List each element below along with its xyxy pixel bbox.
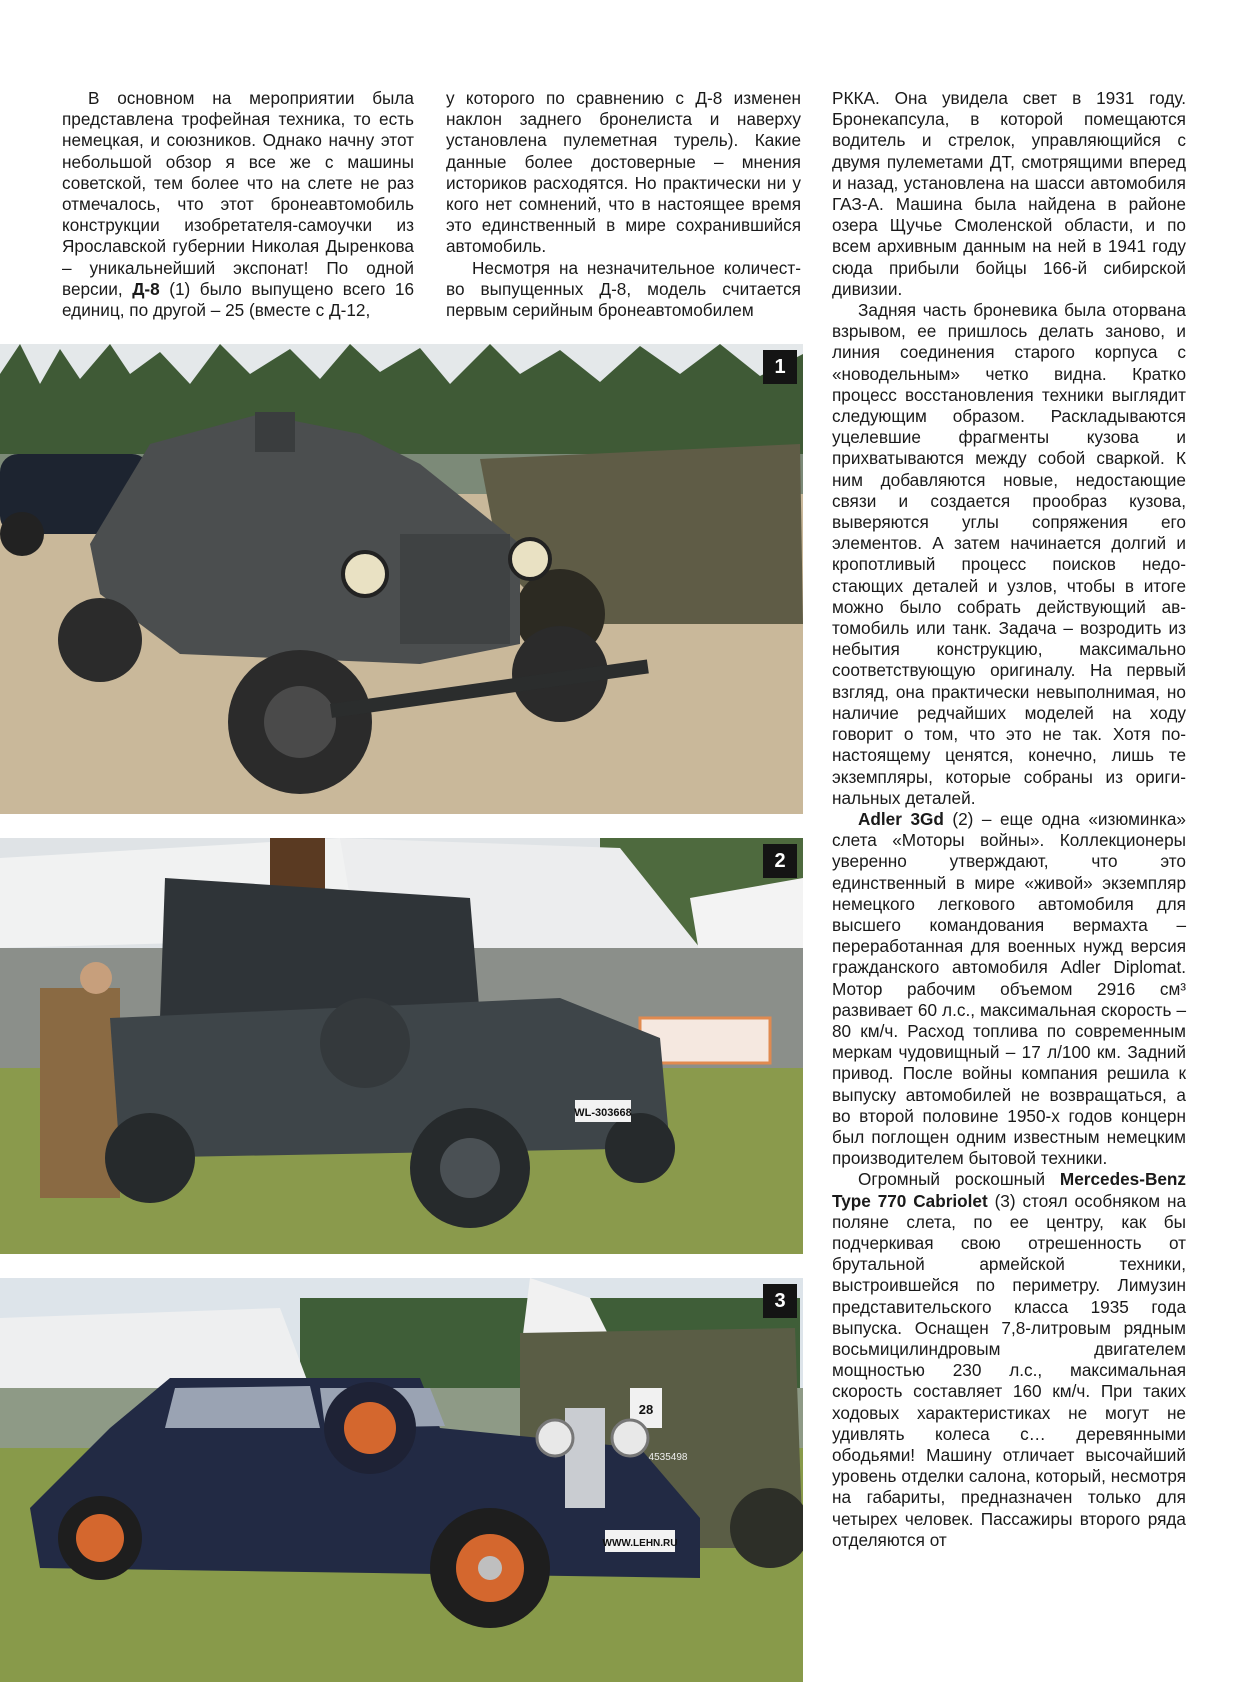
photo-illustration [0, 838, 803, 1254]
paragraph: Adler 3Gd (2) – еще одна «изюминка» слета «Моторы войны». Коллекционеры уверенно утверждают, что это единственный в мире «живой» экземпляр немецкого легкового автомобиля для высшего командования вермахта – переработанная для военных нужд версия гражданского автомобиля Adler Diplomat. Мотор рабочим объемом 2916 см³ развивает 60 л.с., максимальная скорость – 80 км/ч. Расход топлива по современным меркам чудовищный – 17 л/100 км. Задний привод. После войны компания решила к выпуску автомобилей не возвращаться, а во второй половине 1950-х годов концерн был поглощен одним известным немецким производителем бытовой техники. [832, 808, 1186, 1169]
paragraph: Огромный роскошный Mercedes-Benz Type 770 Cabriolet (3) стоял особняком на поляне слета, по ее центру, как бы подчеркивая свою отрешенность от брутальной армейской техники, выстроившейся по периметру. Лимузин представительского класса 1935 года выпуска. Оснащен 7,8-литровым рядным восьмицилиндровым двигателем мощностью 230 л.с., максимальная скорость составляет 160 км/ч. При таких ходовых характеристиках не могут не удивлять колеса с… деревянными ободьями! Машину отличает высочайший уровень отделки салона, который, несмотря на габариты, предназначен только для четырех человек. Пассажиры второго ряда отделяются от [832, 1169, 1187, 1550]
photo-illustration [0, 344, 803, 814]
photo-number-badge: 1 [763, 350, 797, 384]
model-name-adler: Adler 3Gd [858, 808, 944, 829]
model-name-d8: Д-8 [132, 278, 160, 299]
paragraph: Задняя часть броневика была оторвана взрывом, ее пришлось делать заново, и линия соединения старого корпуса с «новодельным» четко видна. Кратко процесс восстановления техники выглядит следующим образом. Раскладываются уцелевшие фрагменты кузова и прихватываются между собой сваркой. К ним добавляются новые, недостающие связи и создается прообраз кузова, выверяются углы сопряжения его элементов. А затем начинается долгий и кропотливый процесс поисков недостающих деталей и узлов, чтобы в итоге можно было собрать действующий автомобиль или танк. Задача – возродить из небытия конструкцию, максимально соответствующую оригиналу. На первый взгляд, она практически невыполнимая, но наличие редчайших моделей на ходу говорит о том, что это не так. Хотя понастоящему ценятся, конечно, лишь те экземпляры, которые собраны из оригинальных деталей. [832, 300, 1186, 808]
photo-illustration [0, 1278, 803, 1682]
truck-serial: 4535498 [648, 1452, 688, 1463]
truck-number-sign: 28 [638, 1402, 654, 1417]
photo-number-badge: 2 [763, 844, 797, 878]
photo-adler-3gd [0, 838, 803, 1254]
text-column-1 [62, 88, 414, 320]
text-column-3 [832, 88, 1186, 1648]
photo-number-badge: 3 [763, 1284, 797, 1318]
photo-mercedes-770 [0, 1278, 803, 1682]
photo-armored-car-d8 [0, 344, 803, 814]
text-column-2 [446, 88, 801, 320]
license-plate-adler: WL-303668 [574, 1107, 632, 1119]
paragraph: РККА. Она увидела свет в 1931 году. Бронекапсула, в которой помещаются водитель и стрелок, управляющийся с двумя пулеметами ДТ, смотрящими вперед и назад, установлена на шасси автомобиля ГАЗ-А. Машина была найдена в районе озера Щучье Смоленской области, и по всем архивным данным на ней в 1941 году сюда прибыли бойцы 166-й сибирской дивизии. [832, 88, 1186, 299]
paragraph: В основном на мероприятии была представлена трофейная техника, то есть немецкая, и союзников. Однако начну этот небольшой обзор я все же с машины советской, тем более что на слете не раз отмечалось, что этот бронеавтомобиль конструкции изобретателя-самоучки из Ярославской губернии Николая Дыренкова – уникальнейший экспонат! По одной версии, Д-8 (1) было выпущено всего 16 единиц, по другой – 25 (вместе с Д-12, [62, 88, 415, 321]
paragraph: Несмотря на незначительное количество выпущенных Д-8, модель считается первым серийным бронеавтомобилем [446, 257, 801, 321]
license-plate-mercedes: WWW.LEHN.RU [602, 1538, 678, 1549]
model-name-mercedes: Mercedes-Benz Type 770 Cabriolet [832, 1169, 1187, 1211]
paragraph: у которого по сравнению с Д-8 изменен наклон заднего бронелиста и наверху установлена пулеметная турель). Какие данные более достоверные – мнения историков расходятся. Но практически ни у кого нет сомнений, что в настоящее время это единственный в мире сохранившийся автомобиль. [446, 88, 801, 257]
